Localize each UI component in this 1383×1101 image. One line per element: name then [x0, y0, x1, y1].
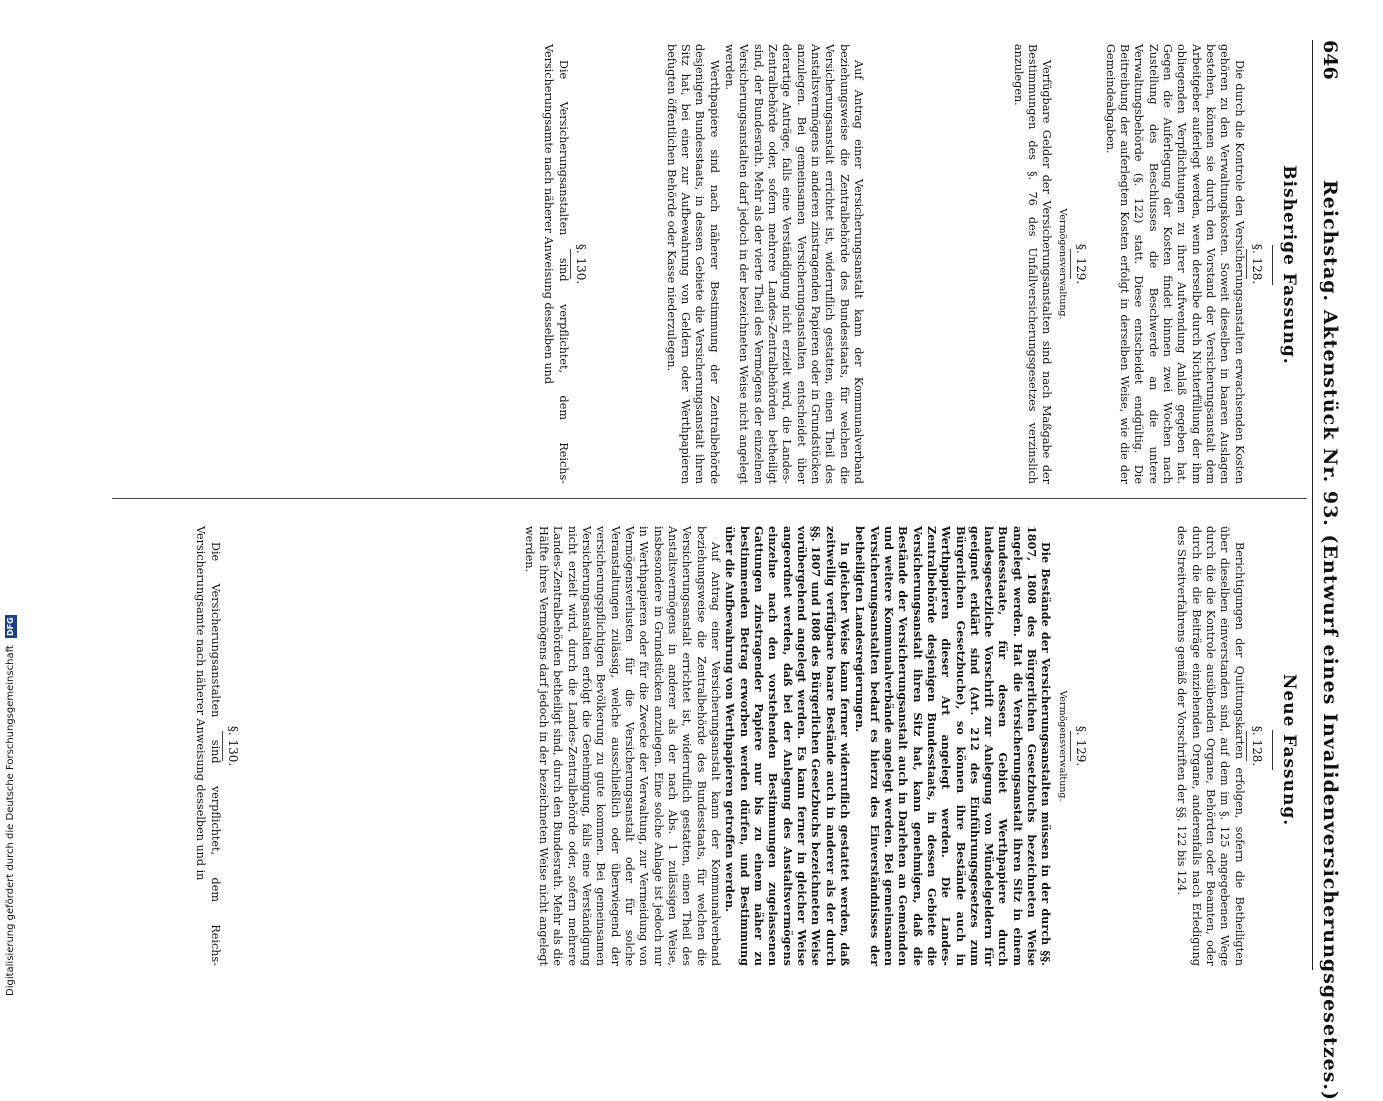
section-subtitle: Vermögensverwaltung. [1056, 690, 1068, 802]
left-column-s130 [540, 44, 591, 484]
left-column-s129 [1010, 44, 1092, 484]
column-divider [112, 498, 1307, 499]
scanned-document-page [73, 40, 1343, 1101]
right-column-s129 [520, 526, 1091, 966]
section-title: §. 128. [1246, 44, 1264, 484]
paragraph: Verfügbare Gelder der Versicherungsanstalten sind nach Maßgabe der Bestimmungen des §. 76 des Unfallversicherungsgesetzes verzinslich anzulegen. [1011, 44, 1054, 484]
section-title: §. 130. [222, 526, 240, 966]
section-title: §. 129. [1070, 526, 1088, 966]
left-column-heading: Bisherige Fassung. [1272, 55, 1299, 475]
paragraph: Die Bestände der Versicherungsanstalten müssen in der durch §§. 1807, 1808 des Bürgerlichen Gesetzbuchs bezeichneten Weise angelegt werden. Hat die Versicherungsanstalt ihren Sitz in einem Bundesstaate, für dessen Gebiet Werthpapiere durch landesgesetzliche Vorschrift zur Anlegung von Mündelgeldern für geeignet erklärt sind (Art. 212 des Einführungsgesetzes zum Bürgerlichen Gesetzbuche), so können ihre Bestände auch in Werthpapieren dieser Art angelegt werden. Die Landes-Zentralbehörde desjenigen Bundesstaats, in dessen Gebiete die Versicherungsanstalt ihren Sitz hat, kann genehmigen, daß die Bestände der Versicherungsanstalt auch in Darlehen an Gemeinden und weitere Kommunalverbände angelegt werden. Bei gemeinsamen Versicherungsanstalten bedarf es hierzu des Einverständnisses der betheiligten Landesregierungen. [853, 526, 1054, 966]
footer-text: Digitalisierung gefördert durch die Deutsche Forschungsgemeinschaft [5, 645, 16, 996]
paragraph: Berichtigungen der Quittungskarten erfolgen, sofern die Betheiligten über dieselben einverstanden sind, auf dem im §. 125 angegebenen Wege durch die die Kontrole ausübenden Organe, Behörden oder Beamten, oder durch die die Beiträge einziehenden Organe, anderenfalls nach Erledigung des Streitverfahrens gemäß der Vorschriften der §§. 122 bis 124. [1175, 526, 1246, 966]
paragraph: Die Versicherungsanstalten sind verpflichtet, dem Reichs-Versicherungsamte nach näherer Anweisung desselben und in [194, 526, 222, 966]
dfg-logo: DFG [6, 617, 15, 636]
section-title: §. 128. [1246, 526, 1264, 966]
paragraph: Die Versicherungsanstalten sind verpflichtet, dem Reichs-Versicherungsamte nach näherer Anweisung desselben und [542, 44, 570, 484]
paragraph: Auf Antrag einer Versicherungsanstalt kann der Kommunalverband beziehungsweise die Zentralbehörde des Bundesstaats, für welchen die Versicherungsanstalt errichtet ist, widerruflich gestatten, einen Theil des Anstaltsvermögens in anderen zinstragenden Papieren oder in Grundstücken anzulegen. Bei gemeinsamen Versicherungsanstalten entscheidet über derartige Anträge, falls eine Verständigung nicht erzielt wird, die Landes-Zentralbehörde oder, sofern mehrere Landes-Zentralbehörden betheiligt sind, der Bundesrath. Mehr als der vierte Theil des Vermögens der einzelnen Versicherungsanstalten darf jedoch in der bezeichneten Weise nicht angelegt werden. [723, 44, 865, 484]
paragraph: Auf Antrag einer Versicherungsanstalt kann der Kommunalverband beziehungsweise die Zentralbehörde des Bundesstaats, für welchen die Versicherungsanstalt errichtet ist, widerruflich gestatten, einen Theil des Anstaltsvermögens in anderer als der nach Abs. 1 zulässigen Weise, insbesondere in Grundstücken anzulegen. Eine solche Anlage ist jedoch nur in Werthpapieren oder für die Zwecke der Verwaltung, zur Vermeidung von Vermögensverlusten für die Versicherungsanstalt oder für solche Veranstaltungen zulässig, welche ausschließlich oder überwiegend der versicherungspflichtigen Bevölkerung zu gute kommen. Bei gemeinsamen Versicherungsanstalten erfolgt die Genehmigung, falls eine Verständigung nicht erzielt wird, durch die Landes-Zentralbehörde oder, sofern mehrere Landes-Zentralbehörden betheiligt sind, durch den Bundesrath. Mehr als die Hälfte ihres Vermögens darf jedoch in der bezeichneten Weise nicht angelegt werden. [522, 526, 722, 967]
right-column-s128 [1173, 526, 1267, 966]
right-column-heading: Neue Fassung. [1272, 540, 1299, 960]
section-title: §. 129. [1070, 44, 1088, 484]
section-subtitle: Vermögensverwaltung. [1056, 208, 1068, 320]
page-title: Reichstag. Aktenstück Nr. 93. (Entwurf eines Invalidenversicherungsgesetzes.) [1319, 180, 1341, 1101]
left-column-s129-cont [662, 44, 865, 484]
right-column-s130 [192, 526, 243, 966]
section-title: §. 130. [570, 44, 588, 484]
left-column-s128 [1101, 44, 1267, 484]
paragraph: Die durch die Kontrole den Versicherungsanstalten erwachsenden Kosten gehören zu den Verwaltungskosten. Soweit dieselben in baaren Auslagen bestehen, können sie durch den Vorstand der Versicherungsanstalt dem Arbeitgeber auferlegt werden, wenn derselbe durch Nichterfüllung der ihm obliegenden Verpflichtungen zu ihrer Aufwendung Anlaß gegeben hat. Gegen die Auferlegung der Kosten findet binnen zwei Wochen nach Zustellung des Beschlusses die Beschwerde an die untere Verwaltungsbehörde (§. 122) statt. Diese entscheidet endgültig. Die Beitreibung der auferlegten Kosten erfolgt in derselben Weise, wie die der Gemeindeabgaben. [1103, 44, 1246, 484]
paragraph: In gleicher Weise kann ferner widerruflich gestattet werden, daß zeitweilig verfügbare baare Bestände auch in anderer als der durch §§. 1807 und 1808 des Bürgerlichen Gesetzbuchs bezeichneten Weise vorübergehend angelegt werden. Es kann ferner in gleicher Weise angeordnet werden, daß bei der Anlegung des Anstaltsvermögens einzelne nach den vorstehenden Bestimmungen zugelassenen Gattungen zinstragender Papiere nur bis zu einem näher zu bestimmenden Betrag erworben werden dürfen, und Bestimmung über die Aufbewahrung von Werthpapieren getroffen werden. [723, 526, 852, 966]
paragraph: Werthpapiere sind nach näherer Bestimmung der Zentralbehörde desjenigen Bundesstaats, in dessen Gebiete die Versicherungsanstalt ihren Sitz hat, bei einer zur Aufbewahrung von Geldern oder Werthpapieren befugten öffentlichen Behörde oder Kasse niederzulegen. [664, 44, 721, 484]
page-number: 646 [1319, 40, 1341, 80]
digitization-footer [2, 606, 20, 996]
page-header [1312, 40, 1343, 1101]
